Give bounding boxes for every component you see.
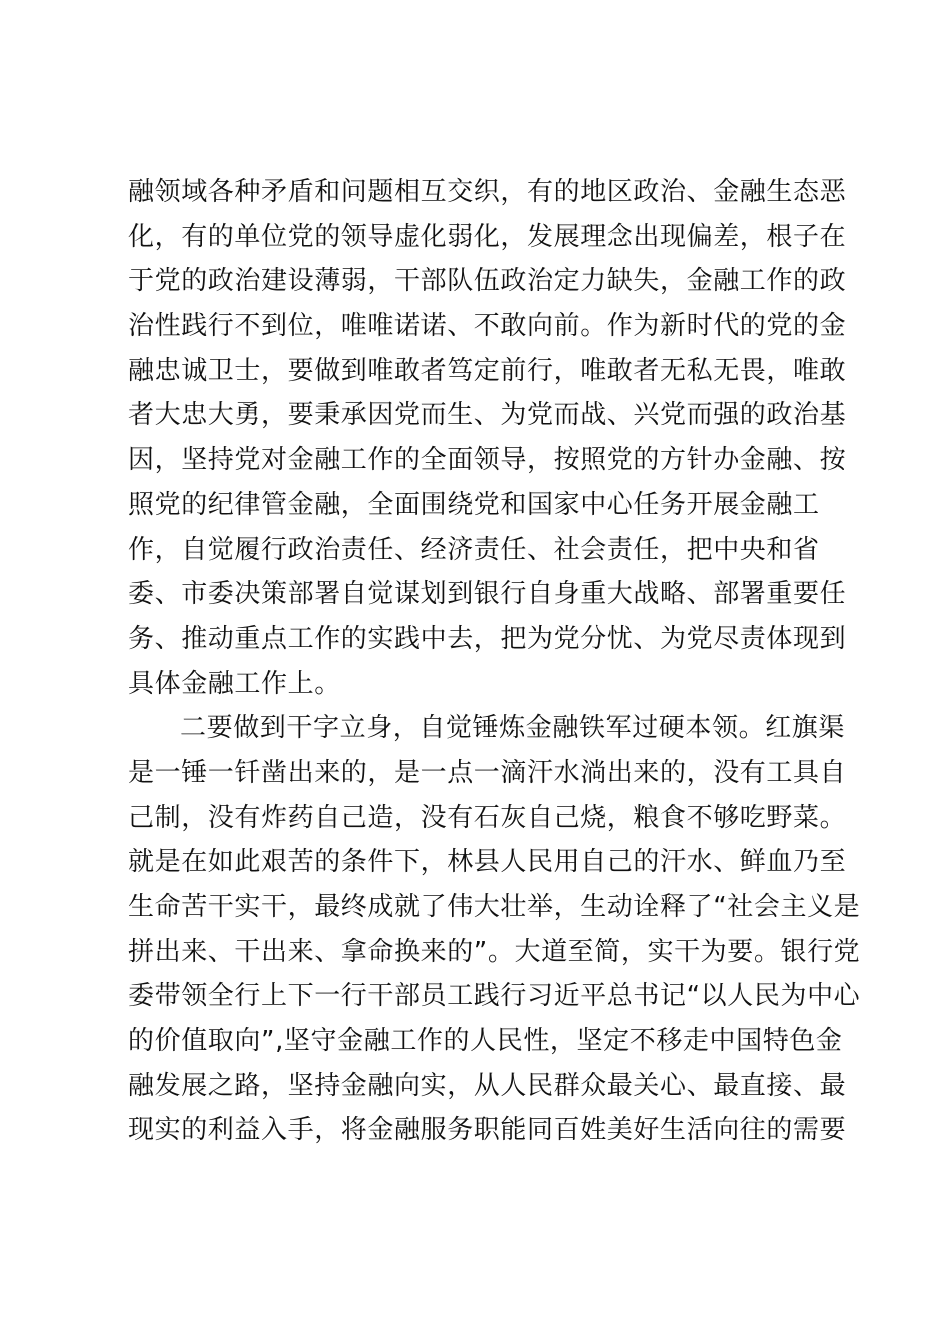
- text-line: 治性践行不到位，唯唯诺诺、不敢向前。作为新时代的党的金: [128, 311, 847, 342]
- text-line: 融忠诚卫士，要做到唯敢者笃定前行，唯敢者无私无畏，唯敢: [128, 355, 847, 386]
- text-line: 就是在如此艰苦的条件下，林县人民用自己的汗水、鲜血乃至: [128, 847, 847, 878]
- text-line: 具体金融工作上。: [128, 668, 341, 699]
- text-line: 作，自觉履行政治责任、经济责任、社会责任，把中央和省: [128, 534, 820, 565]
- text-line: 者大忠大勇，要秉承因党而生、为党而战、兴党而强的政治基: [128, 400, 847, 431]
- text-line: 委、市委决策部署自觉谋划到银行自身重大战略、部署重要任: [128, 579, 847, 610]
- text-line: 融发展之路，坚持金融向实，从人民群众最关心、最直接、最: [128, 1070, 847, 1101]
- paragraph-2: [128, 706, 861, 1153]
- text-line: 于党的政治建设薄弱，干部队伍政治定力缺失，金融工作的政: [128, 266, 847, 297]
- text-line: 化，有的单位党的领导虚化弱化，发展理念出现偏差，根子在: [128, 221, 847, 252]
- text-line: 现实的利益入手，将金融服务职能同百姓美好生活向往的需要: [128, 1115, 847, 1146]
- text-line: 是一锤一钎凿出来的，是一点一滴汗水淌出来的，没有工具自: [128, 757, 847, 788]
- text-line: 的价值取向”,坚守金融工作的人民性，坚定不移走中国特色金: [128, 1026, 843, 1057]
- text-line: 因，坚持党对金融工作的全面领导，按照党的方针办金融、按: [128, 445, 847, 476]
- text-line: 委带领全行上下一行干部员工践行习近平总书记“以人民为中心: [128, 981, 861, 1012]
- text-line: 生命苦干实干，最终成就了伟大壮举，生动诠释了“社会主义是: [128, 892, 861, 922]
- text-line: 照党的纪律管金融，全面围绕党和国家中心任务开展金融工: [128, 489, 820, 520]
- text-line: 己制，没有炸药自己造，没有石灰自己烧，粮食不够吃野菜。: [128, 802, 847, 833]
- body-text: [128, 170, 861, 1153]
- text-line: 二要做到干字立身，自觉锤炼金融铁军过硬本领。红旗渠: [180, 713, 846, 744]
- text-line: 融领域各种矛盾和问题相互交织，有的地区政治、金融生态恶: [128, 177, 847, 207]
- text-line: 务、推动重点工作的实践中去，把为党分忧、为党尽责体现到: [128, 623, 847, 654]
- text-line: 拼出来、干出来、拿命换来的”。大道至简，实干为要。银行党: [128, 936, 861, 967]
- paragraph-1: [128, 170, 847, 706]
